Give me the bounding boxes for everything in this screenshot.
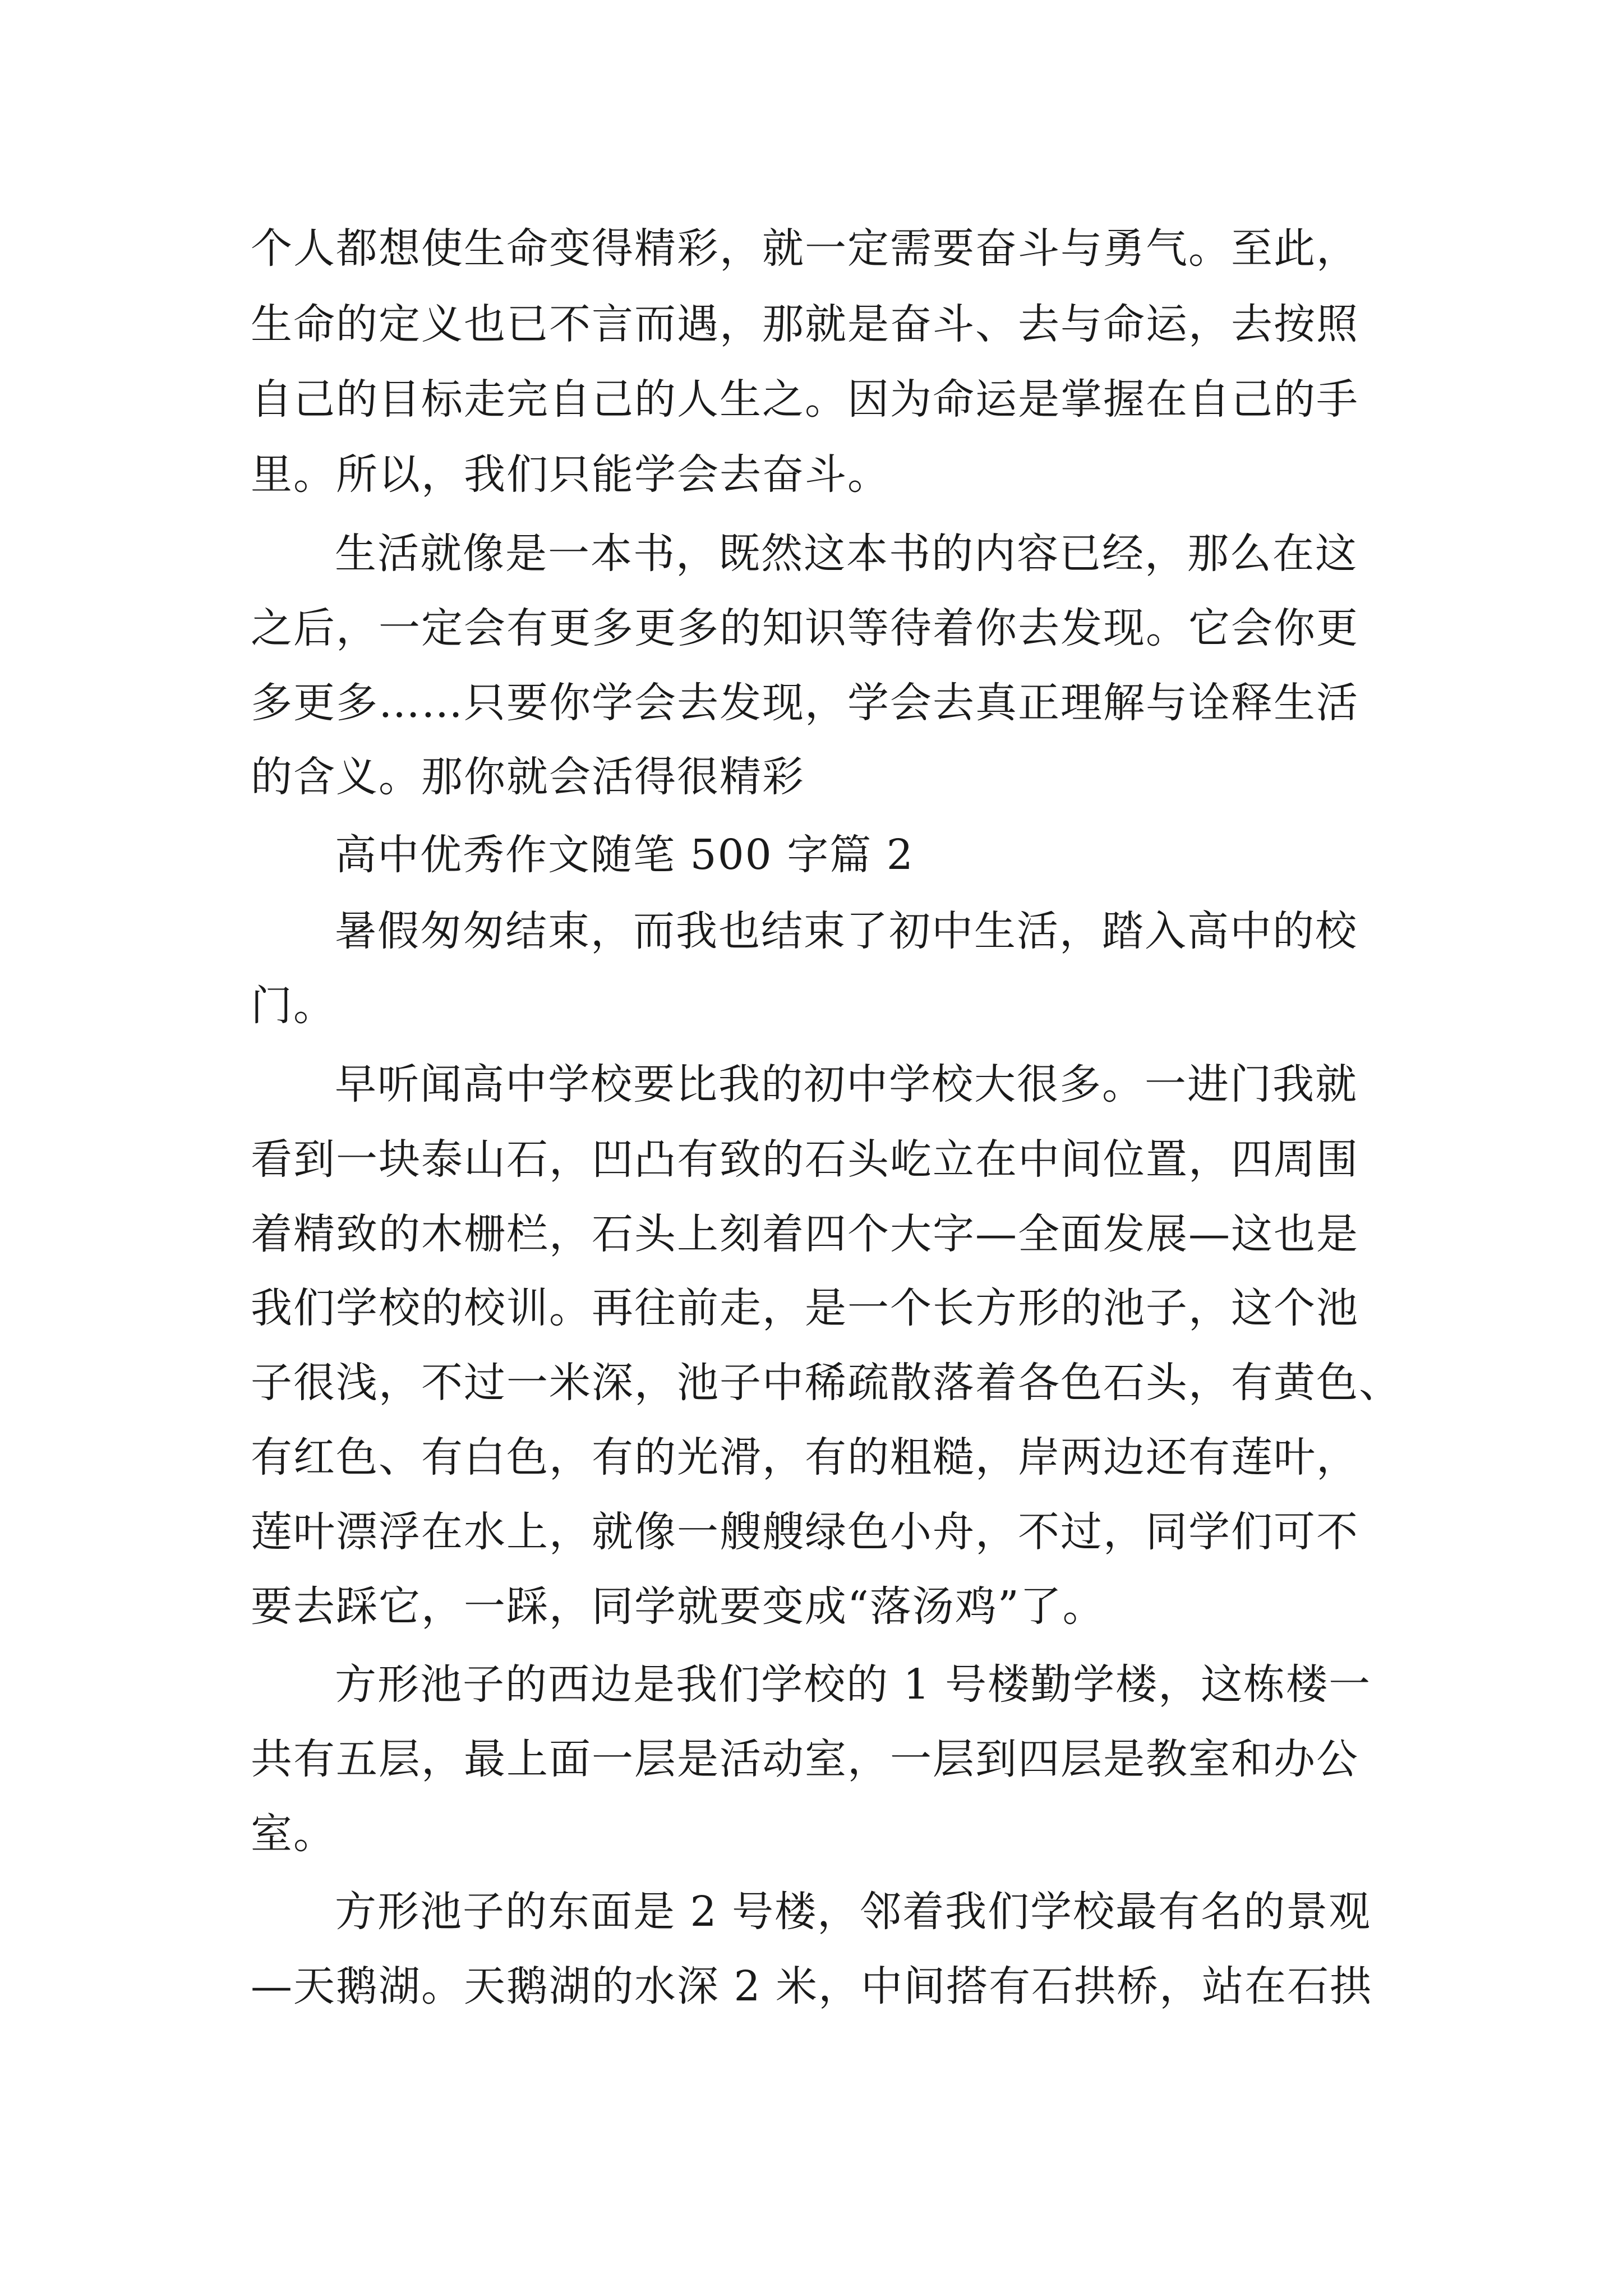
text-line: 的含义。那你就会活得很精彩 [251, 753, 805, 801]
text-line: 暑假匆匆结束，而我也结束了初中生活，踏入高中的校 [335, 907, 1358, 955]
text-line: 生命的定义也已不言而遇，那就是奋斗、去与命运，去按照 [251, 300, 1359, 348]
text-line: 自己的目标走完自己的人生之。因为命运是掌握在自己的手 [251, 375, 1359, 424]
text-line: 之后，一定会有更多更多的知识等待着你去发现。它会你更 [251, 604, 1359, 652]
text-line: 看到一块泰山石，凹凸有致的石头屹立在中间位置，四周围 [251, 1135, 1359, 1184]
text-line: 里。所以，我们只能学会去奋斗。 [251, 450, 890, 499]
text-line: 共有五层，最上面一层是活动室，一层到四层是教室和办公 [251, 1735, 1359, 1783]
text-line: 我们学校的校训。再往前走，是一个长方形的池子，这个池 [251, 1284, 1359, 1332]
text-line: 早听闻高中学校要比我的初中学校大很多。一进门我就 [335, 1060, 1358, 1108]
text-line: 着精致的木栅栏，石头上刻着四个大字—全面发展—这也是 [251, 1210, 1359, 1258]
text-line: 方形池子的东面是 2 号楼，邻着我们学校最有名的景观 [335, 1888, 1372, 1936]
text-line: 要去踩它，一踩，同学就要变成“落汤鸡”了。 [251, 1582, 1105, 1631]
text-line: 有红色、有白色，有的光滑，有的粗糙，岸两边还有莲叶， [251, 1433, 1359, 1481]
text-line: 多更多……只要你学会去发现，学会去真正理解与诠释生活 [251, 679, 1359, 727]
text-line: 门。 [251, 982, 336, 1030]
text-line: 个人都想使生命变得精彩，就一定需要奋斗与勇气。至此， [251, 224, 1359, 273]
text-line: 莲叶漂浮在水上，就像一艘艘绿色小舟，不过，同学们可不 [251, 1508, 1359, 1556]
section-heading: 高中优秀作文随笔 500 字篇 2 [335, 831, 914, 879]
text-line: 方形池子的西边是我们学校的 1 号楼勤学楼，这栋楼一 [335, 1660, 1372, 1709]
text-line: —天鹅湖。天鹅湖的水深 2 米，中间搭有石拱桥，站在石拱 [251, 1962, 1373, 2010]
text-line: 室。 [251, 1810, 336, 1858]
text-line: 子很浅，不过一米深，池子中稀疏散落着各色石头，有黄色、 [251, 1359, 1401, 1407]
text-line: 生活就像是一本书，既然这本书的内容已经，那么在这 [335, 530, 1358, 578]
